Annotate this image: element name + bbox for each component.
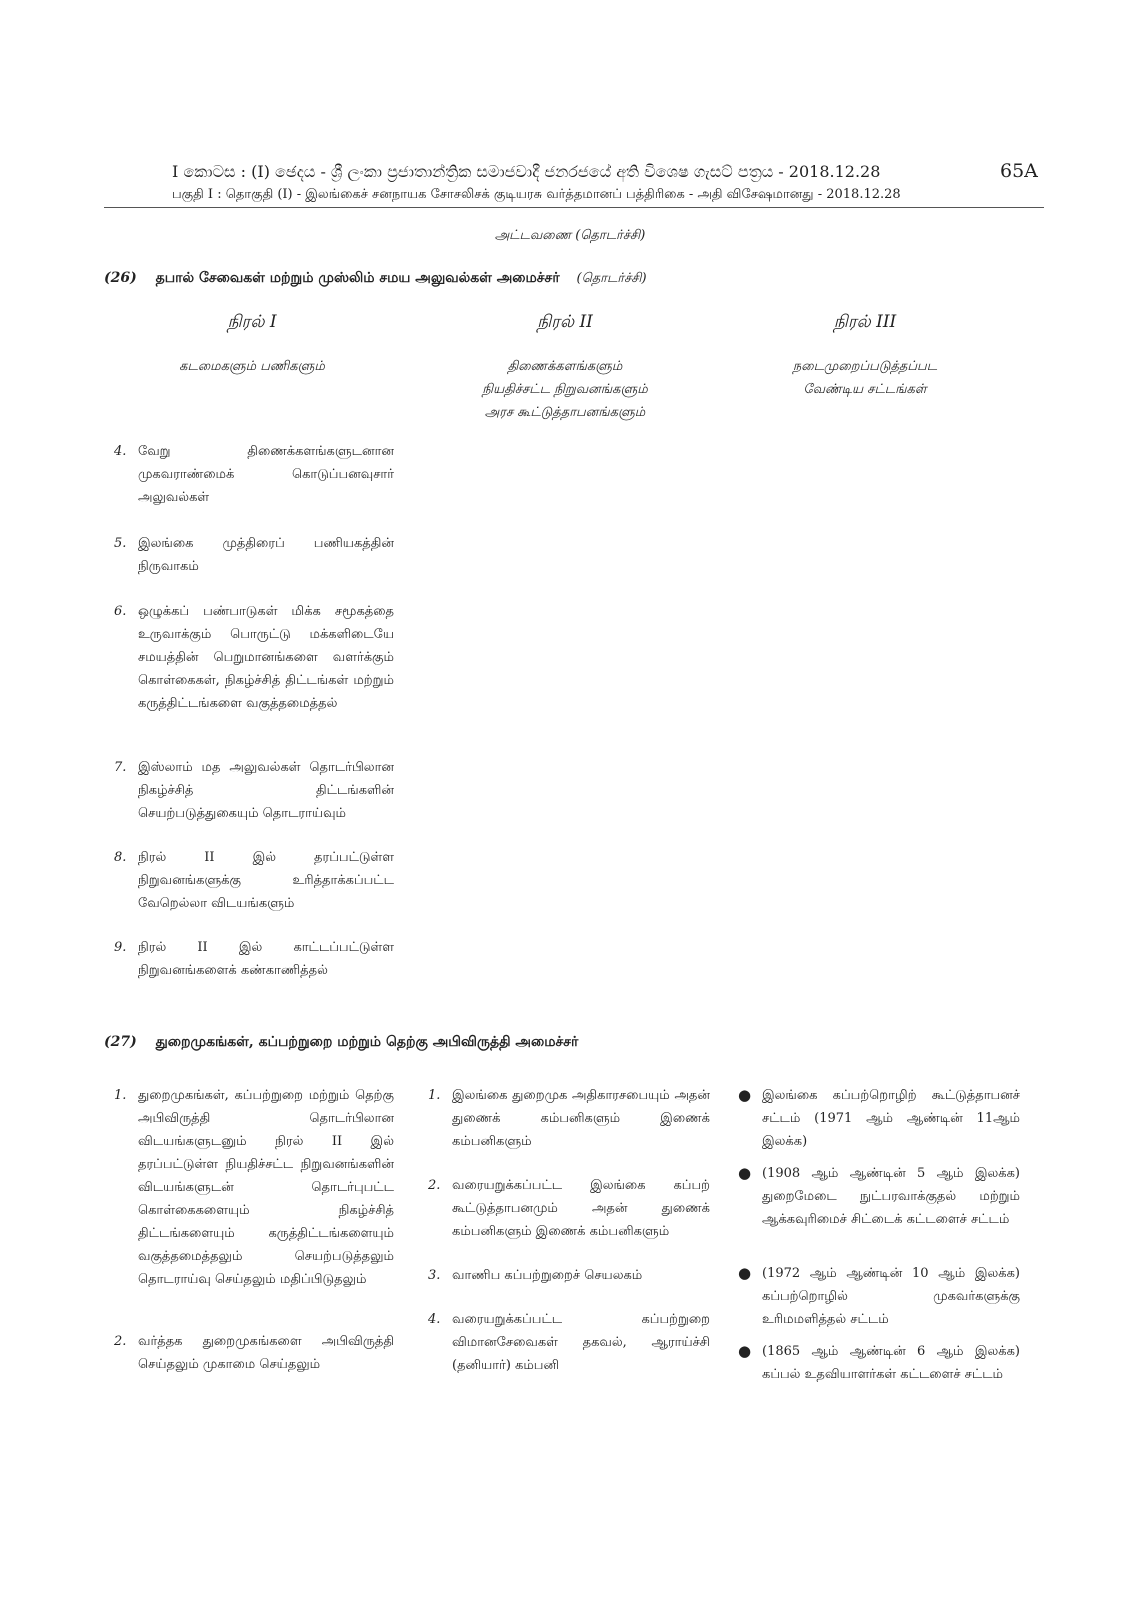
bullet-icon: ● xyxy=(738,1164,752,1182)
item-number: 8. xyxy=(114,850,127,865)
item-number: 1. xyxy=(114,1088,127,1103)
item-text: வேறு திணைக்களங்களுடனான முகவராண்மைக் கொடுப்பனவுசார் அலுவல்கள் xyxy=(138,444,394,505)
item-number: 2. xyxy=(114,1334,127,1349)
list-item xyxy=(114,440,394,509)
list-item xyxy=(428,1174,710,1243)
section-27-title: துறைமுகங்கள், கப்பற்றுறை மற்றும் தெற்கு அபிவிருத்தி அமைச்சர் xyxy=(155,1034,579,1050)
bullet-icon: ● xyxy=(738,1086,752,1104)
item-text: இஸ்லாம் மத அலுவல்கள் தொடர்பிலான நிகழ்ச்சித் திட்டங்களின் செயற்படுத்துகையும் தொடராய்வும் xyxy=(138,760,394,821)
column-1-subheading xyxy=(112,355,392,378)
item-text: வரையறுக்கப்பட்ட கப்பற்றுறை விமானசேவைகள் தகவல், ஆராய்ச்சி (தனியார்) கம்பனி xyxy=(452,1312,710,1373)
column-2-subheading xyxy=(425,355,705,424)
item-number: 6. xyxy=(114,604,127,619)
list-item xyxy=(114,1330,394,1376)
list-item xyxy=(114,936,394,982)
column-3-sub-line: நடைமுறைப்படுத்தப்பட xyxy=(792,359,938,374)
item-number: 1. xyxy=(428,1088,441,1103)
item-text: துறைமுகங்கள், கப்பற்றுறை மற்றும் தெற்கு அபிவிருத்தி தொடர்பிலான விடயங்களுடனும் நிரல் II இல் தரப்பட்டுள்ள நியதிச்சட்ட நிறுவனங்களின் விடயங்களுடன் தொடர்புபட்ட கொள்கைகளையும் நிகழ்ச்சித் திட்டங்களையும் கருத்திட்டங்களையும் வகுத்தமைத்தலும் செயற்படுத்தலும் தொடராய்வு செய்தலும் மதிப்பிடுதலும் xyxy=(138,1088,394,1287)
list-item xyxy=(114,1084,394,1291)
list-item xyxy=(114,756,394,825)
item-number: 3. xyxy=(428,1268,441,1283)
section-27-number: (27) xyxy=(104,1034,137,1050)
item-text: வரையறுக்கப்பட்ட இலங்கை கப்பற் கூட்டுத்தாபனமும் அதன் துணைக் கம்பனிகளும் இணைக் கம்பனிகளும் xyxy=(452,1178,710,1239)
section-26-number: (26) xyxy=(104,270,137,286)
law-list-item xyxy=(738,1084,1020,1153)
law-text: (1908 ஆம் ஆண்டின் 5 ஆம் இலக்க) துறைமேடை நுட்பரவாக்குதல் மற்றும் ஆக்கவுரிமைச் சிட்டைக் கட்டளைச் சட்டம் xyxy=(762,1166,1020,1227)
item-text: வர்த்தக துறைமுகங்களை அபிவிருத்தி செய்தலும் முகாமை செய்தலும் xyxy=(138,1334,394,1372)
law-list-item xyxy=(738,1262,1020,1331)
schedule-title: அட்டவணை (தொடர்ச்சி) xyxy=(494,228,646,243)
header-tamil: பகுதி I : தொகுதி (I) - இலங்கைச் சனநாயக சோசலிசக் குடியரசு வர்த்தமானப் பத்திரிகை - அதி விசேஷமானது - 2018.12.28 xyxy=(172,187,901,202)
item-text: ஒழுக்கப் பண்பாடுகள் மிக்க சமூகத்தை உருவாக்கும் பொருட்டு மக்களிடையே சமயத்தின் பெறுமானங்களை வளர்க்கும் கொள்கைகள், நிகழ்ச்சித் திட்டங்கள் மற்றும் கருத்திட்டங்களை வகுத்தமைத்தல் xyxy=(138,604,394,711)
list-item xyxy=(114,600,394,715)
item-text: இலங்கை முத்திரைப் பணியகத்தின் நிருவாகம் xyxy=(138,536,394,574)
column-1-heading: நிரல் I xyxy=(227,312,277,332)
item-number: 9. xyxy=(114,940,127,955)
law-list-item xyxy=(738,1340,1020,1386)
item-number: 4. xyxy=(114,444,127,459)
column-2-sub-line: அரச கூட்டுத்தாபனங்களும் xyxy=(484,405,646,420)
section-26-continued: (தொடர்ச்சி) xyxy=(576,271,647,286)
law-text: (1972 ஆம் ஆண்டின் 10 ஆம் இலக்க) கப்பற்றொழில் முகவர்களுக்கு உரிமமளித்தல் சட்டம் xyxy=(762,1266,1020,1327)
law-list-item xyxy=(738,1162,1020,1231)
header-rule xyxy=(104,207,1044,208)
column-3-sub-line: வேண்டிய சட்டங்கள் xyxy=(803,382,927,397)
law-text: இலங்கை கப்பற்றொழிற் கூட்டுத்தாபனச் சட்டம் (1971 ஆம் ஆண்டின் 11ஆம் இலக்க) xyxy=(762,1088,1020,1149)
law-text: (1865 ஆம் ஆண்டின் 6 ஆம் இலக்க) கப்பல் உதவியாளர்கள் கட்டளைச் சட்டம் xyxy=(762,1344,1020,1382)
list-item xyxy=(428,1264,710,1287)
header-sinhala: I කොටස : (I) ඡෙදය - ශ්‍රී ලංකා ප්‍රජාතාන්ත්‍රික සමාජවාදී ජනරජයේ අති විශෙෂ ගැසට් පත්‍රය - 2018.12.28 xyxy=(172,162,881,181)
item-text: இலங்கை துறைமுக அதிகாரசபையும் அதன் துணைக் கம்பனிகளும் இணைக் கம்பனிகளும் xyxy=(452,1088,710,1149)
page-number: 65A xyxy=(1000,160,1038,182)
column-1-sub-line: கடமைகளும் பணிகளும் xyxy=(179,359,325,374)
item-text: வாணிப கப்பற்றுறைச் செயலகம் xyxy=(452,1268,643,1283)
column-2-sub-line: நியதிச்சட்ட நிறுவனங்களும் xyxy=(482,382,648,397)
column-2-sub-line: திணைக்களங்களும் xyxy=(507,359,623,374)
bullet-icon: ● xyxy=(738,1264,752,1282)
list-item xyxy=(114,846,394,915)
column-2-heading: நிரல் II xyxy=(537,312,593,332)
section-26-title: தபால் சேவைகள் மற்றும் முஸ்லிம் சமய அலுவல்கள் அமைச்சர் xyxy=(155,270,560,286)
item-text: நிரல் II இல் தரப்பட்டுள்ள நிறுவனங்களுக்கு உரித்தாக்கப்பட்ட வேறெல்லா விடயங்களும் xyxy=(138,850,394,911)
bullet-icon: ● xyxy=(738,1342,752,1360)
item-text: நிரல் II இல் காட்டப்பட்டுள்ள நிறுவனங்களைக் கண்காணித்தல் xyxy=(138,940,394,978)
item-number: 2. xyxy=(428,1178,441,1193)
item-number: 5. xyxy=(114,536,127,551)
column-3-subheading xyxy=(725,355,1005,401)
list-item xyxy=(114,532,394,578)
item-number: 7. xyxy=(114,760,127,775)
section-27-heading xyxy=(104,1034,578,1052)
list-item xyxy=(428,1308,710,1377)
section-26-heading xyxy=(104,270,647,288)
column-3-heading: நிரல் III xyxy=(833,312,897,332)
list-item xyxy=(428,1084,710,1153)
item-number: 4. xyxy=(428,1312,441,1327)
